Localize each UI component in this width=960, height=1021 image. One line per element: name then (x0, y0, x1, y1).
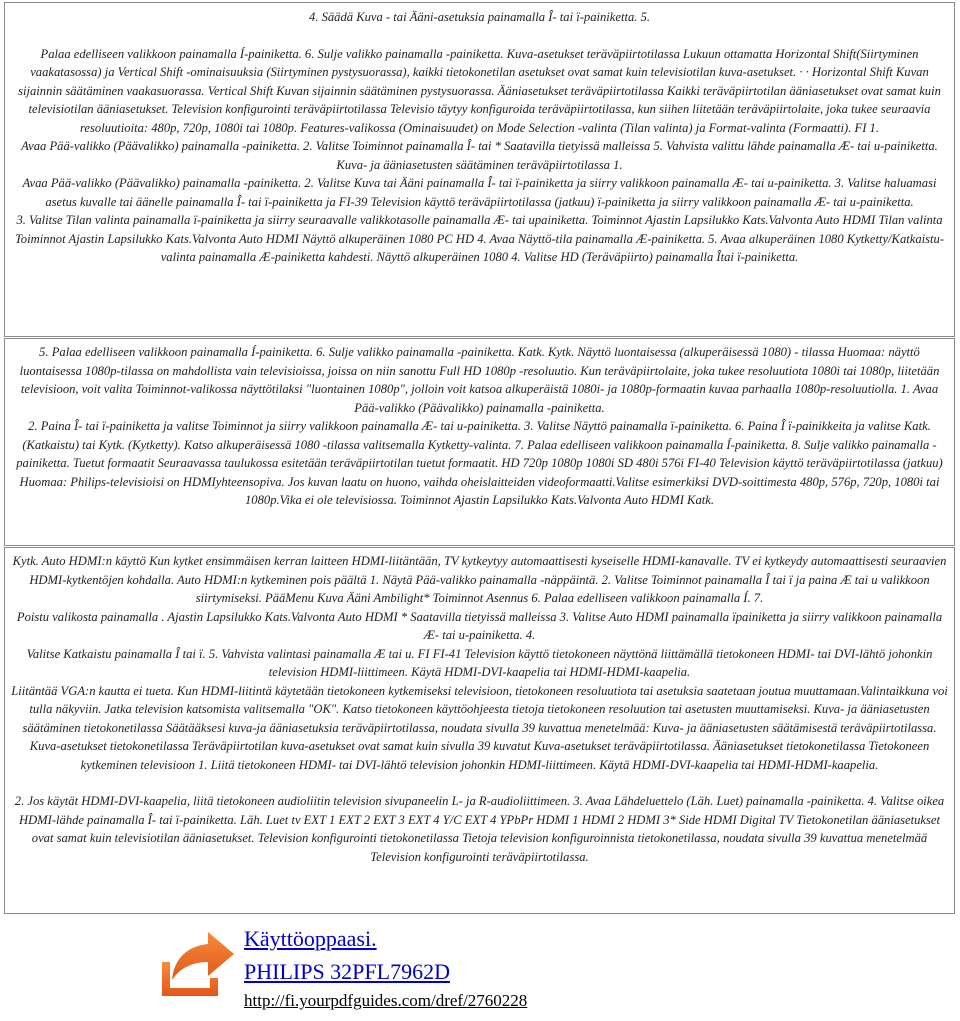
text-block-2 (4, 338, 955, 546)
paragraph: 5. Palaa edelliseen valikkoon painamalla Í-painiketta. 6. Sulje valikko painamalla -painiketta. Katk. Kytk. Näyttö luontaisessa (alkuperäisessä 1080) - tilassa Huomaa: näyttö luontaisessa 1080p-tilassa on mahdollista vain televisioissa, joissa on niin sanottu Full HD 1080p -resoluutio. Kun teräväpiirtolaite, joka tukee resoluutiota 1080i tai 1080p, liitetään televisioon, voit valita Toiminnot-valikossa näyttötilaksi "luontainen 1080p", jolloin voit katsoa alkuperäistä 1080i- ja 1080p-formaatin kuvaa parhaalla 1080p-resoluutiolla. 1. Avaa Pää-valikko (Päävalikko) painamalla -painiketta. (19, 345, 940, 415)
product-link[interactable]: PHILIPS 32PFL7962D (244, 959, 450, 984)
paragraph: Kytk. Auto HDMI:n käyttö Kun kytket ensimmäisen kerran laitteen HDMI-liitäntään, TV kytkeytyy automaattisesti kyseiselle HDMI-kanavalle. TV ei kytkeydy automaattisesti seuraavien HDMI-kytkentöjen kohdalla. Auto HDMI:n kytkeminen pois päältä 1. Näytä Pää-valikko painamalla -näppäintä. 2. Valitse Toiminnot painamalla Î tai ï ja paina Æ tai u valikkoon siirtymiseksi. PääMenu Kuva Ääni Ambilight* Toiminnot Asennus 6. Palaa edelliseen valikkoon painamalla Í. 7. (12, 554, 947, 605)
paragraph: Liitäntää VGA:n kautta ei tueta. Kun HDMI-liitintä käytetään tietokoneen kytkemiseksi televisioon, tietokoneen resoluutiota tai asetuksia saatetaan joutua muuttamaan.Valintaikkuna voi tulla näkyviin. Jatka television katsomista valitsemalla "OK". Katso tietokoneen käyttöohjeesta tietoja tietokoneen resoluution tai asetusten muuttamiseksi. Kuva- ja ääniasetusten säätäminen tietokonetilassa Säätääksesi kuva-ja ääniasetuksia teräväpiirtotilassa, noudata sivulla 39 kuvattua menetelmää: Kuva- ja ääniasetusten säätämisestä teräväpiirtotilassa. Kuva-asetukset tietokonetilassa Teräväpiirtotilan kuva-asetukset ovat samat kuin sivulla 39 kuvatut Kuva-asetukset teräväpiirtotilassa. Ääniasetukset tietokonetilassa Tietokoneen kytkeminen televisioon 1. Liitä tietokoneen HDMI- tai DVI-lähtö television johonkin HDMI-liittimeen. Käytä HDMI-DVI-kaapelia tai HDMI-HDMI-kaapelia. (11, 683, 948, 772)
guide-link[interactable]: Käyttöoppaasi. (244, 926, 377, 951)
paragraph: 2. Paina Î- tai ï-painiketta ja valitse Toiminnot ja siirry valikkoon painamalla Æ- tai u-painiketta. 3. Valitse Näyttö painamalla ï-painiketta. 6. Paina Î ï-painikkeita ja valitse Katk. (Katkaistu) tai Kytk. (Kytketty). Katso alkuperäisessä 1080 -tilassa valitsemalla Kytketty-valinta. 7. Palaa edelliseen valikkoon painamalla Í-painiketta. 8. Sulje valikko painamalla -painiketta. Tuetut formaatit Seuraavassa taulukossa esitetään teräväpiirtotilan tuetut formaatit. HD 720p 1080p 1080i SD 480i 576i FI-40 Television käyttö teräväpiirtotilassa (jatkuu) Huomaa: Philips-televisioisi on HDMIyhteensopiva. Jos kuvan laatu on huono, vaihda oheislaitteiden videoformaatti.Valitse esimerkiksi DVD-soittimesta 480p, 576p, 720p, 1080i tai 1080p.Vika ei ole televisiossa. Toiminnot Ajastin Lapsilukko Kats.Valvonta Auto HDMI Katk. (16, 419, 943, 507)
paragraph: Valitse Katkaistu painamalla Î tai ï. 5. Vahvista valintasi painamalla Æ tai u. FI FI-41 Television käyttö tietokoneen näyttönä liittämällä tietokoneen HDMI- tai DVI-lähtö johonkin television HDMI-liittimeen. Käytä HDMI-DVI-kaapelia tai HDMI-HDMI-kaapelia. (26, 646, 933, 679)
share-arrow-icon (158, 922, 238, 1000)
paragraph: Avaa Pää-valikko (Päävalikko) painamalla -painiketta. 2. Valitse Toiminnot painamalla Î- tai * Saatavilla tietyissä malleissa 5. Vahvista valittu lähde painamalla Æ- tai u-painiketta. Kuva- ja ääniasetusten säätäminen teräväpiirtotilassa 1. (21, 139, 938, 172)
footer-links (244, 922, 527, 1014)
url-link[interactable]: http://fi.yourpdfguides.com/dref/2760228 (244, 991, 528, 1010)
paragraph: 4. Säädä Kuva - tai Ääni-asetuksia painamalla Î- tai ï-painiketta. 5. (308, 10, 651, 24)
paragraph: Palaa edelliseen valikkoon painamalla Í-painiketta. 6. Sulje valikko painamalla -painiketta. Kuva-asetukset teräväpiirtotilassa Lukuun ottamatta Horizontal Shift(Siirtyminen vaakatasossa) ja Vertical Shift -ominaisuuksia (Siirtyminen pystysuorassa), kaikki tietokonetilan asetukset ovat samat kuin televisiotilan kuva-asetukset. · · Horizontal Shift Kuvan sijainnin säätäminen vaakasuorassa. Vertical Shift Kuvan sijainnin säätäminen pystysuorassa. Ääniasetukset teräväpiirtotilassa Kaikki teräväpiirtotilan ääniasetukset ovat samat kuin televisiotilan ääniasetukset. Television konfigurointi teräväpiirtotilassa Televisio täytyy konfiguroida teräväpiirtotilassa, kun siihen liitetään teräväpiirtolaite, joka tukee seuraavia resoluutioita: 480p, 720p, 1080i tai 1080p. Features-valikossa (Ominaisuudet) on Mode Selection -valinta (Tilan valinta) ja Format-valinta (Formaatti). FI 1. (18, 46, 941, 135)
text-block-3 (4, 547, 955, 914)
footer (158, 922, 958, 1018)
paragraph: Avaa Pää-valikko (Päävalikko) painamalla -painiketta. 2. Valitse Kuva tai Ääni painamalla Î- tai ï-painiketta ja siirry valikkoon painamalla Æ- tai u-painiketta. 3. Valitse haluamasi asetus kuvalle tai äänelle painamalla Î- tai ï-painiketta ja FI-39 Television käyttö teräväpiirtotilassa (jatkuu) ï-painiketta ja siirry valikkoon painamalla Æ- tai u-painiketta. (22, 176, 937, 209)
paragraph: 3. Valitse Tilan valinta painamalla ï-painiketta ja siirry seuraavalle valikkotasolle painamalla Æ- tai upainiketta. Toiminnot Ajastin Lapsilukko Kats.Valvonta Auto HDMI Tilan valinta Toiminnot Ajastin Lapsilukko Kats.Valvonta Auto HDMI Näyttö alkuperäinen 1080 PC HD 4. Avaa Näyttö-tila painamalla Æ-painiketta. 5. Avaa alkuperäinen 1080 Kytketty/Katkaistu-valinta painamalla Æ-painiketta kahdesti. Näyttö alkuperäinen 1080 4. Valitse HD (Teräväpiirto) painamalla Îtai ï-painiketta. (14, 213, 945, 264)
paragraph: Poistu valikosta painamalla . Ajastin Lapsilukko Kats.Valvonta Auto HDMI * Saatavilla tietyissä malleissa 3. Valitse Auto HDMI painamalla ïpainiketta ja siirry valikkoon painamalla Æ- tai u-painiketta. 4. (16, 609, 943, 642)
paragraph: 2. Jos käytät HDMI-DVI-kaapelia, liitä tietokoneen audioliitin television sivupaneelin L- ja R-audioliittimeen. 3. Avaa Lähdeluettelo (Läh. Luet) painamalla -painiketta. 4. Valitse oikea HDMI-lähde painamalla Î- tai ï-painiketta. Läh. Luet tv EXT 1 EXT 2 EXT 3 EXT 4 Y/C EXT 4 YPbPr HDMI 1 HDMI 2 HDMI 3* Side HDMI Digital TV Tietokonetilan ääniasetukset ovat samat kuin televisiotilan ääniasetukset. Television konfigurointi tietokonetilassa Tietoja television konfiguroinnista tietokonetilassa, noudata sivulla 39 kuvattua menetelmää Television konfigurointi teräväpiirtotilassa. (14, 794, 945, 864)
text-block-1 (4, 2, 955, 337)
